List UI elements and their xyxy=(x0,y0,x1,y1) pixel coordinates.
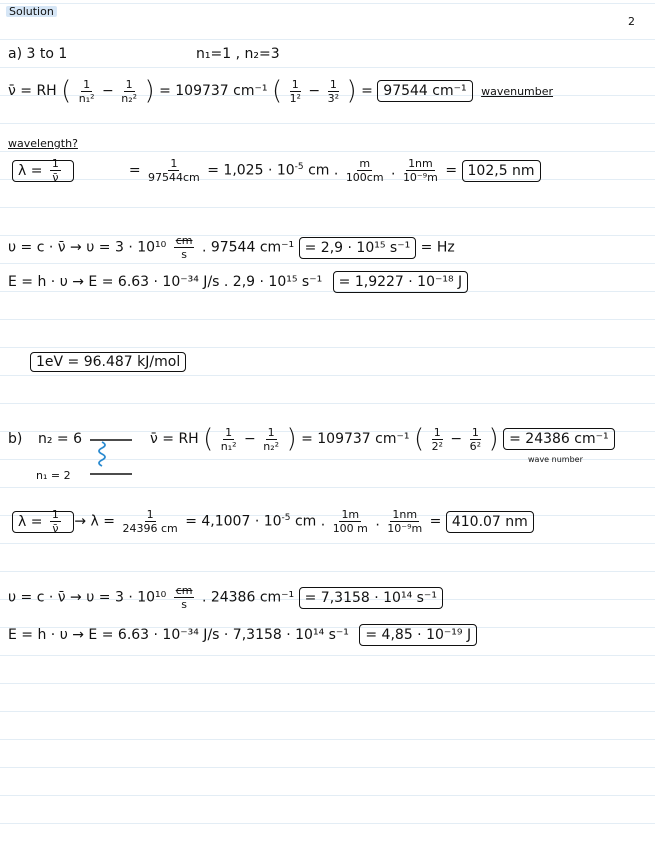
part-b-frequency-equation: υ = c · ν̄ → υ = 3 · 10¹⁰ $\frac{cm}{s}$ . 24386 cm⁻¹ = 7,3158 · 10¹⁴ s⁻¹ xyxy=(8,585,443,610)
wavelength-label: wavelength? xyxy=(8,137,78,150)
part-b-wavenumber-result: = 24386 cm⁻¹ xyxy=(503,428,615,450)
page-number: 2 xyxy=(628,15,635,28)
wavelength-result: 102,5 nm xyxy=(462,160,541,182)
part-b-wavelength-result: 410.07 nm xyxy=(446,511,534,533)
part-b-wavenumber-label: wave number xyxy=(528,455,583,464)
part-a-label: a) 3 to 1 xyxy=(8,46,68,62)
part-a-n-values: n₁=1 , n₂=3 xyxy=(196,46,280,62)
conversion-fraction: $\frac{m}{100cm}$ xyxy=(345,157,384,184)
lambda-unit: cm . xyxy=(308,162,339,179)
energy-result: = 1,9227 · 10⁻¹⁸ J xyxy=(333,271,469,293)
fraction: $\frac{cm}{s}$ xyxy=(175,234,193,261)
fraction: $\frac{1}{\text{n₂²}}$ xyxy=(121,77,138,105)
fraction: $\frac{1}{97544cm}$ xyxy=(148,157,200,184)
lambda-definition: λ = $\frac{1}{\nū}$ xyxy=(12,160,74,182)
part-b-n2: n₂ = 6 xyxy=(38,431,83,447)
conversion-fraction: $\frac{1nm}{\text{10⁻⁹m}}$ xyxy=(402,157,438,184)
part-a-frequency-equation: υ = c · ν̄ → υ = 3 · 10¹⁰ $\frac{cm}{s}$ . 97544 cm⁻¹ = 2,9 · 10¹⁵ s⁻¹ = Hz xyxy=(8,234,455,261)
wavenumber-result: 97544 cm⁻¹ xyxy=(377,80,472,102)
transition-wave-icon xyxy=(99,442,105,466)
page-title: Solution xyxy=(6,6,57,17)
part-a-wavelength-equation: λ = $\frac{1}{\nū}$ = $\frac{1}{97544cm}$ = $1,025 \cdot 10^{-5}$ cm . $\frac{m}{100cm}$ . $\frac{1nm}{\text{10⁻⁹m}}$ = 102,5 nm xyxy=(12,158,541,183)
part-b-energy-equation: E = h · υ → E = 6.63 · 10⁻³⁴ J/s · 7,3158 · 10¹⁴ s⁻¹ = 4,85 · 10⁻¹⁹ J xyxy=(8,628,477,642)
part-b-frequency-result: = 7,3158 · 10¹⁴ s⁻¹ xyxy=(299,587,443,609)
fraction: $\frac{1}{\text{1²}}$ xyxy=(289,77,301,105)
part-b-wavelength-equation: λ = $\frac{1}{\nū}$ → λ = $\frac{1}{24396 cm}$ = $4,1007 \cdot 10^{-5}$ cm . $\frac{1m}{100 m}$ . $\frac{1nm}{\text{10⁻⁹m}}$ = 410.07 nm xyxy=(12,509,534,534)
part-a-rydberg-equation: ν̄ = RH ( $\frac{1}{\text{n₁²}}$ − $\frac{1}{\text{n₂²}}$ ) = 109737 cm⁻¹ ( $\frac{1}{\text{1²}}$ − $\frac{1}{\text{3²}}$ ) = 97544 cm⁻¹ wavenumber xyxy=(8,76,554,106)
lambda-definition: λ = $\frac{1}{\nū}$ xyxy=(12,511,74,533)
part-b-rydberg-equation: ν̄ = RH ( $\frac{1}{\text{n₁²}}$ − $\frac{1}{\text{n₂²}}$ ) = 109737 cm⁻¹ ( $\frac{1}{\text{2²}}$ − $\frac{1}{\text{6²}}$ ) = 24386 cm⁻¹ xyxy=(150,426,615,452)
ev-conversion-box: 1eV = 96.487 kJ/mol xyxy=(30,352,186,372)
fraction: $\frac{1}{\text{3²}}$ xyxy=(327,77,340,105)
wavenumber-label: wavenumber xyxy=(481,85,554,98)
rydberg-constant: = 109737 cm⁻¹ xyxy=(159,83,268,99)
lambda-exponent: -5 xyxy=(294,161,304,172)
hertz-note: = Hz xyxy=(420,239,455,256)
lambda-value: = 1,025 · 10 xyxy=(207,162,295,179)
part-b-energy-result: = 4,85 · 10⁻¹⁹ J xyxy=(359,624,477,646)
nu-bar-lhs: ν̄ = RH xyxy=(8,83,57,99)
part-b-n1: n₁ = 2 xyxy=(36,469,71,482)
part-a-energy-equation: E = h · υ → E = 6.63 · 10⁻³⁴ J/s . 2,9 · 10¹⁵ s⁻¹ = 1,9227 · 10⁻¹⁸ J xyxy=(8,275,468,289)
part-b-label: b) xyxy=(8,431,23,447)
fraction: $\frac{1}{\text{n₁²}}$ xyxy=(78,77,95,105)
energy-level-diagram xyxy=(84,430,134,476)
frequency-result: = 2,9 · 10¹⁵ s⁻¹ xyxy=(299,237,417,259)
